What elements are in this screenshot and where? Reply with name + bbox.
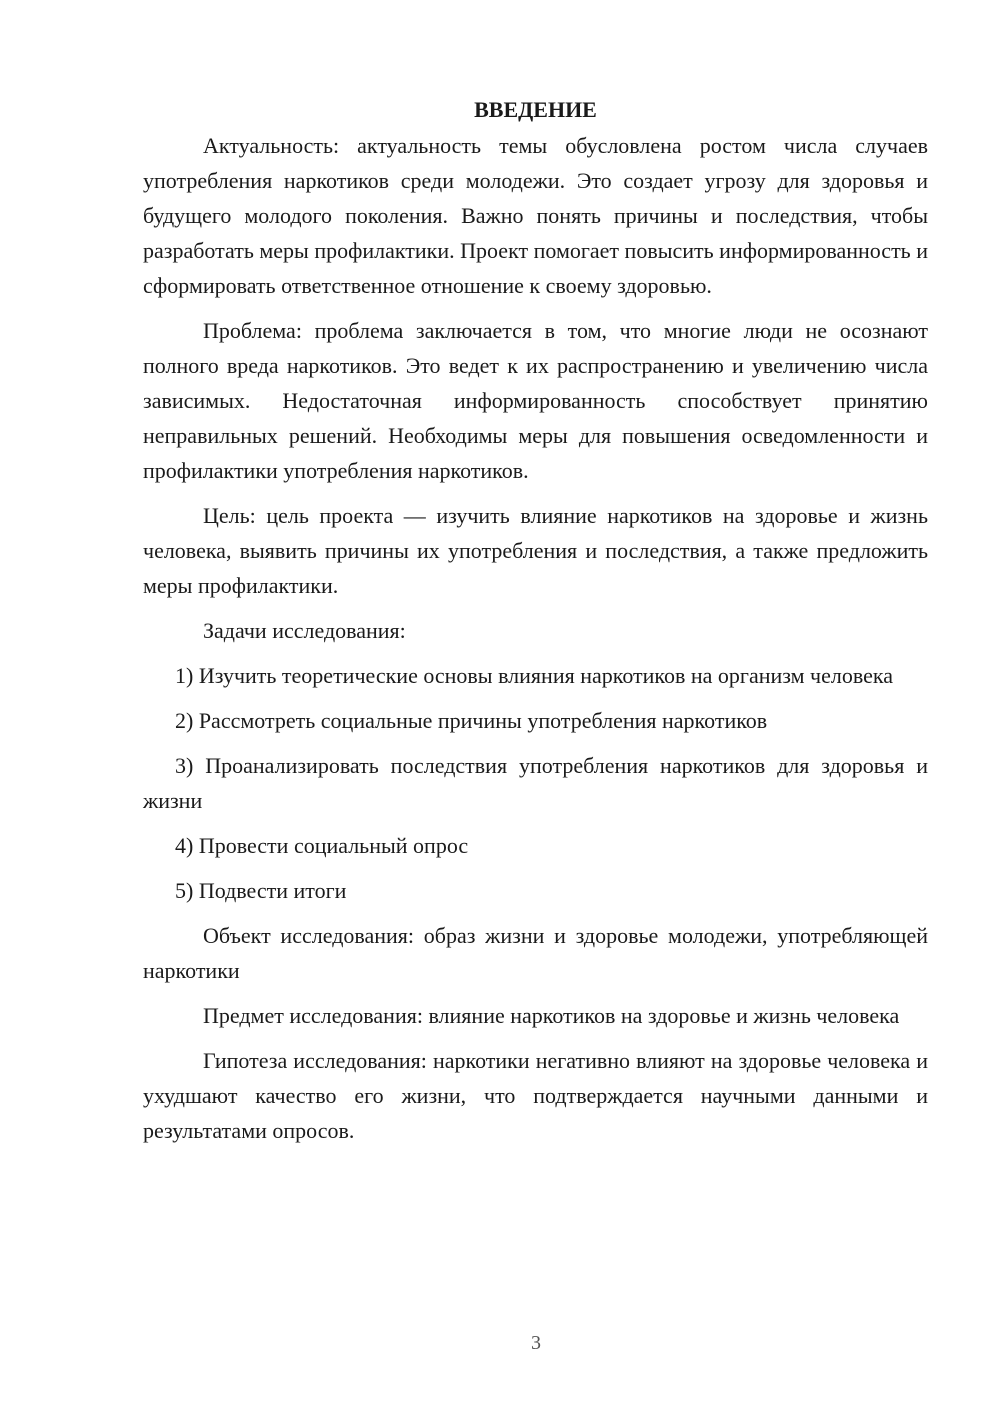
paragraph-goal: Цель: цель проекта — изучить влияние наркотиков на здоровье и жизнь человека, выявить причины их употребления и последствия, а также предложить меры профилактики.	[143, 503, 928, 598]
paragraph-hypothesis: Гипотеза исследования: наркотики негативно влияют на здоровье человека и ухудшают качество его жизни, что подтверждается научными данными и результатами опросов.	[143, 1048, 928, 1143]
section-title: ВВЕДЕНИЕ	[474, 97, 597, 122]
task-item-3: 3) Проанализировать последствия употребления наркотиков для здоровья и жизни	[143, 753, 928, 813]
task-item-4: 4) Провести социальный опрос	[175, 833, 469, 858]
task-item-1: 1) Изучить теоретические основы влияния наркотиков на организм человека	[175, 663, 894, 688]
paragraph-subject: Предмет исследования: влияние наркотиков на здоровье и жизнь человека	[203, 1003, 900, 1028]
paragraph-relevance: Актуальность: актуальность темы обусловлена ростом числа случаев употребления наркотиков среди молодежи. Это создает угрозу для здоровья и будущего молодого поколения. Важно понять причины и последствия, чтобы разработать меры профилактики. Проект помогает повысить информированность и сформировать ответственное отношение к своему здоровью.	[143, 133, 928, 298]
paragraph-tasks-heading: Задачи исследования:	[203, 618, 406, 643]
task-item-2: 2) Рассмотреть социальные причины употребления наркотиков	[175, 708, 768, 733]
page-number: 3	[531, 1332, 541, 1354]
paragraph-object: Объект исследования: образ жизни и здоровье молодежи, употребляющей наркотики	[143, 923, 928, 983]
page-content	[143, 92, 928, 1158]
paragraph-problem: Проблема: проблема заключается в том, что многие люди не осознают полного вреда наркотиков. Это ведет к их распространению и увеличению числа зависимых. Недостаточная информированность способствует принятию неправильных решений. Необходимы меры для повышения осведомленности и профилактики употребления наркотиков.	[143, 318, 928, 483]
task-item-5: 5) Подвести итоги	[175, 878, 347, 903]
